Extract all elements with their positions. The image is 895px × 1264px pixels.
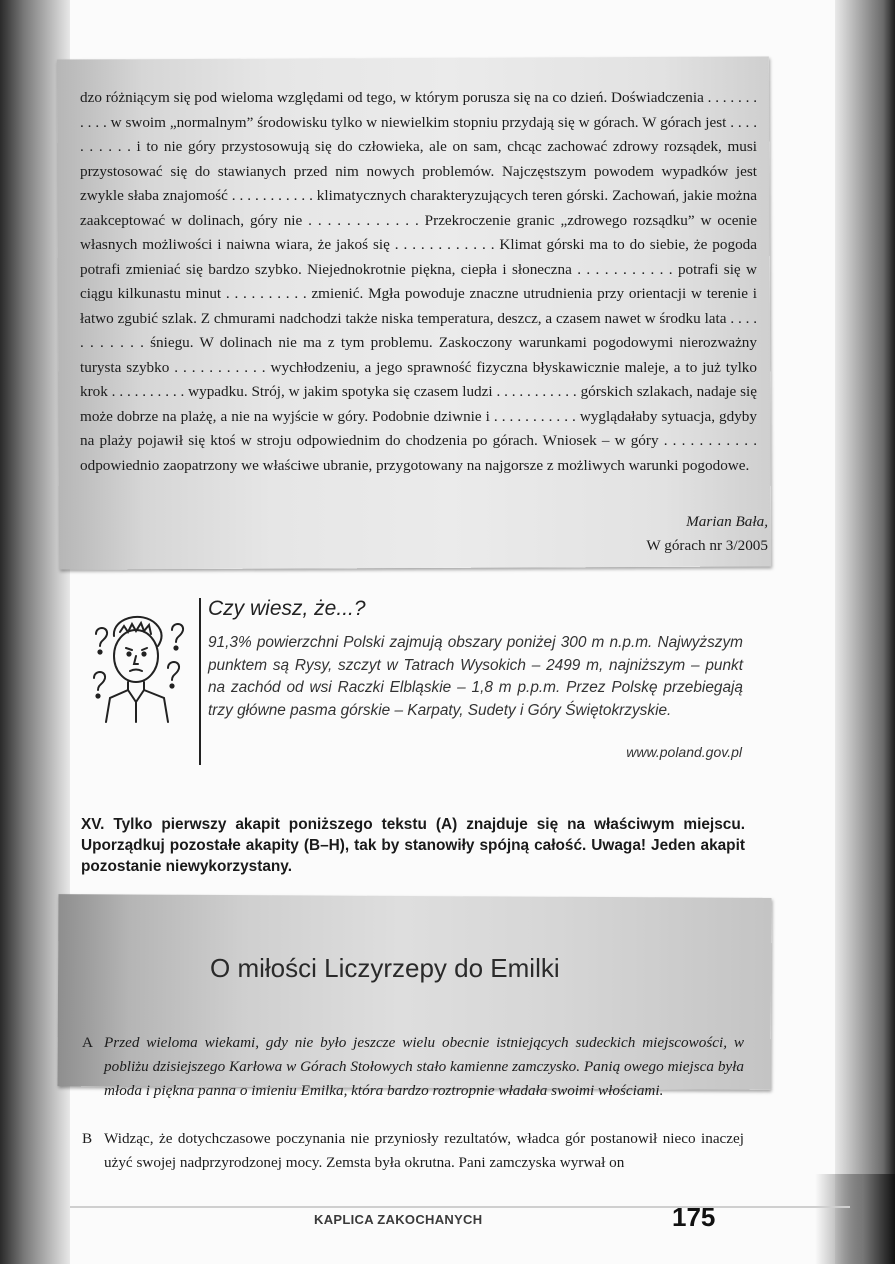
info-source: www.poland.gov.pl	[626, 744, 742, 760]
paragraph-letter: B	[82, 1130, 93, 1147]
info-divider	[199, 598, 201, 765]
cloze-paragraph: dzo różniącym się pod wieloma względami od tego, w którym porusza się na co dzień. Doświadczenia . . . . . . . . . . . w swoim „normalnym” środowisku tylko w niewielkim stopniu przydają się w górach. W górach jest . . . . . . . . . . i to nie góry przystosowują się do człowieka, ale on sam, chcąc zachować zdrowy rozsądek, musi przystosować się do stawianych przed nim nowych problemów. Najczęstszym powodem wypadków jest zwykle słaba znajomość . . . . . . . . . . . klimatycznych charakteryzujących teren górski. Zachowań, jakie można zaakceptować w dolinach, góry nie . . . . . . . . . . . . Przekroczenie granic „zdrowego rozsądku” w ocenie własnych możliwości i naiwna wiara, że jakoś się . . . . . . . . . . . . Klimat górski ma to do siebie, że pogoda potrafi zmieniać się bardzo szybko. Niejednokrotnie piękna, ciepła i słoneczna . . . . . . . . . . . potrafi się w ciągu kilkunastu minut . . . . . . . . . . zmienić. Mgła powoduje znaczne utrudnienia przy orientacji w terenie i łatwo zgubić szlak. Z chmurami nadchodzi także niska temperatura, deszcz, a czasem nawet w środku lata . . . . . . . . . . . śniegu. W dolinach nie ma z tym problemu. Zaskoczony warunkami pogodowymi nierozważny turysta szybko . . . . . . . . . . . wychłodzeniu, a jego sprawność fizyczna błyskawicznie maleje, a to już tylko krok . . . . . . . . . . wypadku. Strój, w jakim spotyka się czasem ludzi . . . . . . . . . . . górskich szlakach, nadaje się może dobrze na plażę, a nie na wyjście w góry. Podobnie dziwnie i . . . . . . . . . . . wyglądałaby sytuacja, gdyby na plaży pojawił się ktoś w stroju odpowiednim do chodzenia po górach. Wniosek – w góry . . . . . . . . . . . odpowiednio zaopatrzony we właściwe ubranie, przygotowany na najgorsze z możliwych warunki pogodowe.	[80, 89, 757, 474]
task-instruction: XV. Tylko pierwszy akapit poniższego tekstu (A) znajduje się na właściwym miejscu. Uporządkuj pozostałe akapity (B–H), tak by stanowiły spójną całość. Uwaga! Jeden akapit pozostanie niewykorzystany.	[81, 816, 745, 875]
paragraph-text: Przed wieloma wiekami, gdy nie było jeszcze wielu obecnie istniejących sudeckich miejscowości, w pobliżu dzisiejszego Karłowa w Górach Stołowych stało kamienne zamczysko. Panią owego miejsca była młoda i piękna panna o imieniu Emilka, która bardzo roztropnie władała swoimi włościami.	[104, 1034, 744, 1099]
paragraph-text: Widząc, że dotychczasowe poczynania nie przyniosły rezultatów, władca gór postanowił nieco inaczej użyć swojej nadprzyrodzonej mocy. Zemsta była okrutna. Pani zamczyska wyrwał on	[104, 1130, 744, 1171]
story-paragraph-a	[82, 1031, 744, 1103]
cloze-text	[80, 86, 757, 478]
story-paragraph-b	[82, 1127, 744, 1175]
page-number: 175	[672, 1202, 716, 1232]
info-text: 91,3% powierzchni Polski zajmują obszary poniżej 300 m n.p.m. Najwyższym punktem są Rysy, szczyt w Tatrach Wysokich – 2499 m, najniższym – punkt na zachód od wsi Raczki Elbląskie – 1,8 m p.p.m. Przez Polskę przebiegają trzy główne pasma górskie – Karpaty, Sudety i Góry Świętokrzyskie.	[208, 634, 743, 719]
scan-shadow-right	[835, 0, 895, 1264]
info-title: Czy wiesz, że...?	[208, 597, 366, 620]
story-title: O miłości Liczyrzepy do Emilki	[210, 953, 560, 983]
text-source: W górach nr 3/2005	[646, 537, 768, 554]
scan-shadow-corner	[815, 1174, 895, 1264]
text-author: Marian Bała,	[686, 513, 768, 530]
footer-rule	[70, 1206, 850, 1208]
thinking-person-icon	[84, 606, 192, 724]
paragraph-letter: A	[82, 1034, 93, 1051]
running-title: KAPLICA ZAKOCHANYCH	[314, 1212, 483, 1227]
